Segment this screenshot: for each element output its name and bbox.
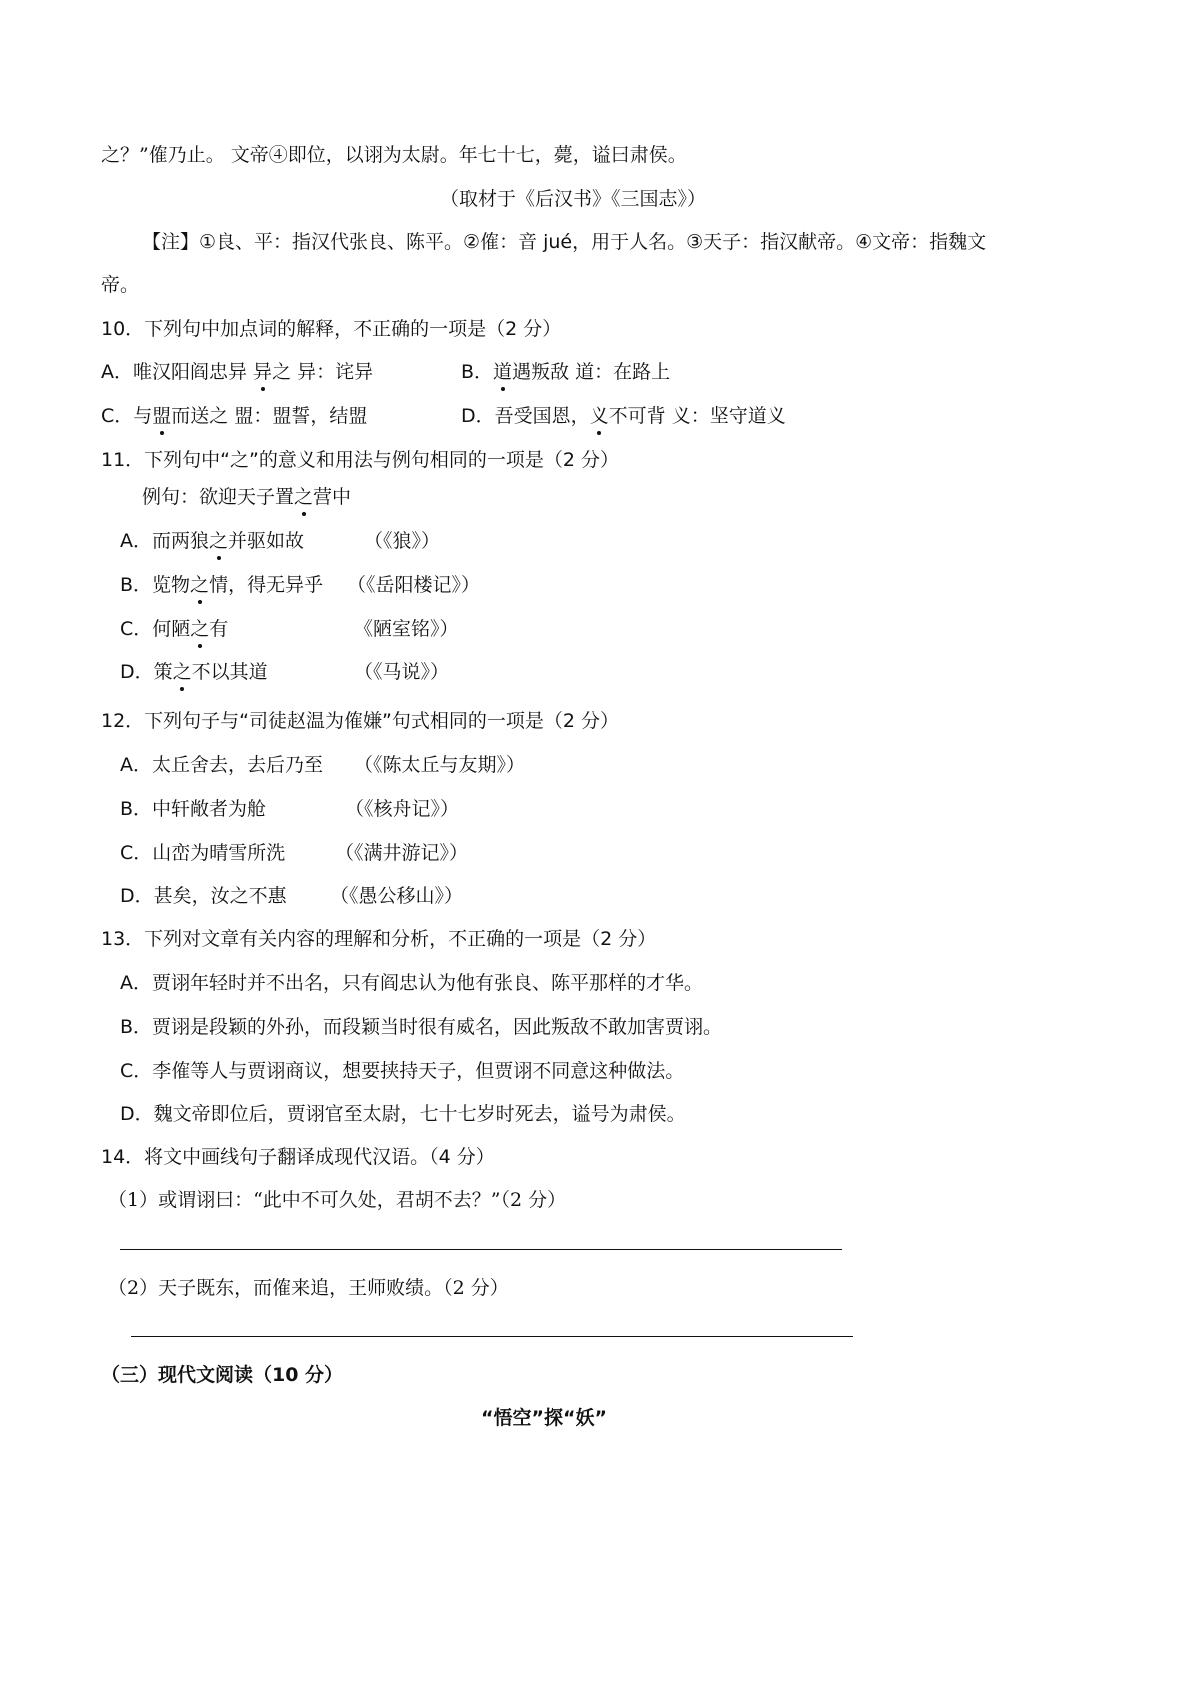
q14-sentence-1: （1）或谓诩曰：“此中不可久处，君胡不去？”（2 分） [108, 1189, 567, 1211]
q11-option-a-post: 并驱如故 [228, 530, 305, 552]
q14-answer-line-2[interactable] [131, 1336, 853, 1337]
q12-option-b-source: （《核舟记》） [345, 798, 460, 820]
q11-example-pre: 例句：欲迎天子置 [142, 486, 295, 508]
q11-option-c-source: 《陋室铭》） [354, 618, 459, 640]
q12-option-d[interactable]: D．甚矣，汝之不惠 [120, 885, 287, 907]
q12-option-a-source: （《陈太丘与友期》） [354, 754, 526, 776]
q12-option-c[interactable]: C．山峦为晴雪所洗 [120, 842, 286, 864]
q10-option-d[interactable] [461, 403, 786, 429]
q11-option-d-source: （《马说》） [354, 661, 450, 683]
q11-option-b-dotted: 之 [190, 574, 210, 596]
q11-option-b-pre: B．览物 [120, 574, 191, 596]
q10-option-b-dotted: 道 [493, 361, 513, 383]
annotation-note: 【注】①良、平：指汉代张良、陈平。②傕：音 jué，用于人名。③天子：指汉献帝。④文帝：指魏文 [142, 231, 987, 253]
section-heading: （三）现代文阅读（10 分） [101, 1364, 344, 1386]
q11-option-a-pre: A．而两狼 [120, 530, 209, 552]
passage-source: （取材于《后汉书》《三国志》） [440, 188, 707, 210]
question-14-stem: 14．将文中画线句子翻译成现代汉语。（4 分） [101, 1146, 495, 1168]
article-title: “悟空”探“妖” [481, 1407, 607, 1429]
q10-option-b-pre: B． [461, 361, 494, 383]
q10-option-a[interactable] [101, 359, 373, 385]
q10-option-d-dotted: 义 [589, 405, 609, 427]
q13-option-a[interactable]: A．贾诩年轻时并不出名，只有阎忠认为他有张良、陈平那样的才华。 [120, 972, 703, 994]
q11-option-a-dotted: 之 [209, 530, 229, 552]
q11-example-dotted: 之 [294, 486, 314, 508]
q10-option-c[interactable] [101, 403, 367, 429]
q12-option-b[interactable]: B．中轩敞者为舱 [120, 798, 267, 820]
q11-option-b[interactable] [120, 572, 323, 598]
annotation-note-cont: 帝。 [101, 274, 140, 296]
q14-sentence-2: （2）天子既东，而傕来追，王师败绩。（2 分） [108, 1277, 509, 1299]
q11-option-d-post: 不以其道 [191, 661, 268, 683]
q13-option-d[interactable]: D．魏文帝即位后，贾诩官至太尉，七十七岁时死去，谥号为肃侯。 [120, 1103, 686, 1125]
q10-option-d-rest: 不可背 义：坚守道义 [608, 405, 786, 427]
q10-option-a-dotted: 异 [253, 361, 273, 383]
question-12-stem: 12．下列句子与“司徒赵温为傕嫌”句式相同的一项是（2 分） [101, 710, 619, 732]
q11-option-b-source: （《岳阳楼记》） [347, 574, 481, 596]
q11-option-d[interactable] [120, 659, 268, 685]
q10-option-b[interactable] [461, 359, 670, 385]
q11-option-c[interactable] [120, 616, 228, 642]
q11-option-a-source: （《狼》） [364, 530, 441, 552]
q10-option-c-dotted: 盟 [152, 405, 172, 427]
q12-option-d-source: （《愚公移山》） [330, 885, 464, 907]
q11-option-c-dotted: 之 [190, 618, 210, 640]
q12-option-c-source: （《满井游记》） [335, 842, 469, 864]
question-10-stem: 10．下列句中加点词的解释，不正确的一项是（2 分） [101, 318, 562, 340]
q10-option-a-pre: A．唯汉阳阎忠异 [101, 361, 247, 383]
q11-example-post: 营中 [313, 486, 352, 508]
q10-option-b-rest: 遇叛敌 道：在路上 [512, 361, 671, 383]
q13-option-c[interactable]: C．李傕等人与贾诩商议，想要挟持天子，但贾诩不同意这种做法。 [120, 1060, 685, 1082]
q11-option-a[interactable] [120, 528, 304, 554]
q10-option-d-pre: D．吾受国恩， [461, 405, 590, 427]
q10-option-c-rest: 而送之 盟：盟誓，结盟 [171, 405, 368, 427]
q11-option-d-pre: D．策 [120, 661, 173, 683]
q14-answer-line-1[interactable] [120, 1249, 842, 1250]
q12-option-a[interactable]: A．太丘舍去，去后乃至 [120, 754, 323, 776]
q10-option-c-pre: C．与 [101, 405, 153, 427]
question-11-stem: 11．下列句中“之”的意义和用法与例句相同的一项是（2 分） [101, 449, 619, 471]
passage-line: 之？”傕乃止。 文帝④即位，以诩为太尉。年七十七，薨，谥曰肃侯。 [101, 144, 687, 166]
q11-option-d-dotted: 之 [172, 661, 192, 683]
question-13-stem: 13．下列对文章有关内容的理解和分析，不正确的一项是（2 分） [101, 928, 657, 950]
q11-option-c-pre: C．何陋 [120, 618, 191, 640]
q11-example [142, 484, 351, 510]
q11-option-b-post: 情，得无异乎 [209, 574, 324, 596]
q10-option-a-post: 之 异：诧异 [272, 361, 374, 383]
q13-option-b[interactable]: B．贾诩是段颖的外孙，而段颖当时很有威名，因此叛敌不敢加害贾诩。 [120, 1016, 723, 1038]
q11-option-c-post: 有 [209, 618, 229, 640]
